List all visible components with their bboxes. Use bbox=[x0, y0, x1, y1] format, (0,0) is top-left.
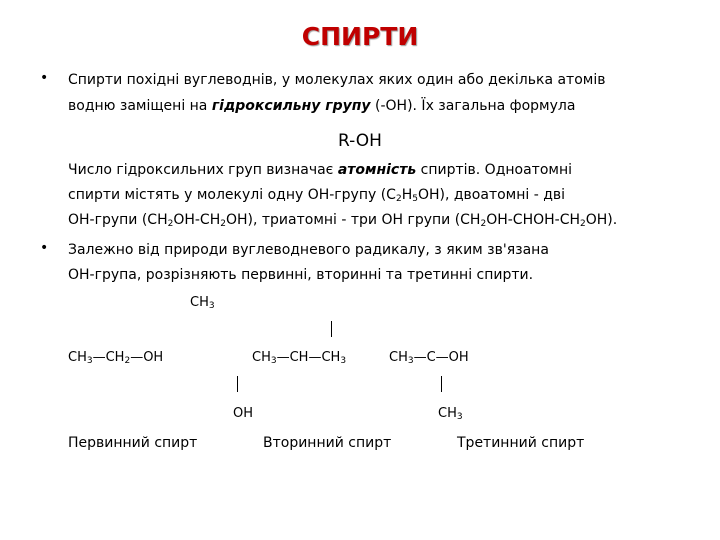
bond-vertical bbox=[441, 376, 442, 392]
text-span: ОН-СНОН-СН bbox=[486, 212, 581, 228]
bond-vertical bbox=[331, 321, 332, 337]
slide-title: СПИРТИ bbox=[301, 22, 419, 51]
text-span: Число гідроксильних груп визначає bbox=[68, 162, 338, 178]
label-secondary: Вторинний спирт bbox=[263, 435, 392, 451]
tertiary-bottom-ch3 bbox=[438, 406, 463, 422]
text-span: ОН), двоатомні - дві bbox=[417, 187, 566, 203]
primary-structure bbox=[68, 350, 163, 366]
bullet2-line1: Залежно від природи вуглеводневого радикалу, з яким зв'язана bbox=[68, 242, 549, 258]
subscript: 3 bbox=[270, 356, 277, 366]
subscript: 3 bbox=[456, 412, 463, 422]
tertiary-top-ch3 bbox=[190, 295, 215, 311]
tertiary-structure bbox=[389, 350, 469, 366]
text-span: CH bbox=[438, 406, 457, 421]
emphasis-hydroxyl-group: гідроксильну групу bbox=[211, 98, 371, 114]
secondary-oh: OH bbox=[233, 406, 254, 421]
subscript: 2 bbox=[124, 356, 131, 366]
text-span: CH bbox=[68, 350, 87, 365]
bond-vertical bbox=[237, 376, 238, 392]
subscript: 5 bbox=[412, 194, 418, 204]
text-span: ОН-групи (СН bbox=[68, 212, 168, 228]
subscript: 3 bbox=[208, 301, 215, 311]
text-span: ОН), триатомні - три ОН групи (СН bbox=[225, 212, 481, 228]
general-formula: R-OH bbox=[338, 131, 382, 151]
text-span: спирти містять у молекулі одну ОН-групу (С bbox=[68, 187, 396, 203]
subscript: 2 bbox=[220, 219, 226, 229]
text-span: —C—OH bbox=[413, 350, 469, 365]
subscript: 2 bbox=[395, 194, 402, 204]
text-span: (-ОН). Їх загальна формула bbox=[370, 98, 576, 114]
subscript: 2 bbox=[167, 219, 174, 229]
text-span: Н bbox=[401, 187, 413, 203]
subscript: 3 bbox=[407, 356, 414, 366]
text-span: водню заміщені на bbox=[68, 98, 212, 114]
text-span: спиртів. Одноатомні bbox=[416, 162, 573, 178]
subscript: 3 bbox=[86, 356, 93, 366]
subscript: 2 bbox=[580, 219, 586, 229]
label-primary: Первинний спирт bbox=[68, 435, 198, 451]
text-span: —CH bbox=[92, 350, 125, 365]
bullet1-line2 bbox=[68, 97, 575, 115]
bullet-dot: • bbox=[40, 240, 49, 256]
para-line2 bbox=[68, 186, 565, 204]
bullet-dot: • bbox=[40, 70, 49, 86]
text-span: CH bbox=[389, 350, 408, 365]
text-span: —CH—CH bbox=[276, 350, 341, 365]
emphasis-atomicity: атомність bbox=[337, 162, 417, 178]
secondary-structure bbox=[252, 350, 346, 366]
subscript: 2 bbox=[480, 219, 487, 229]
text-span: —OH bbox=[130, 350, 164, 365]
label-tertiary: Третинний спирт bbox=[457, 435, 585, 451]
para-line3 bbox=[68, 211, 617, 229]
text-span: CH bbox=[190, 295, 209, 310]
bullet2-line2: ОН-група, розрізняють первинні, вторинні та третинні спирти. bbox=[68, 267, 534, 283]
text-span: ОН-СН bbox=[173, 212, 221, 228]
text-span: CH bbox=[252, 350, 271, 365]
subscript: 3 bbox=[340, 356, 347, 366]
text-span: ОН). bbox=[585, 212, 618, 228]
bullet1-line1: Спирти похідні вуглеводнів, у молекулах яких один або декілька атомів bbox=[68, 72, 606, 88]
para-line1 bbox=[68, 161, 572, 179]
